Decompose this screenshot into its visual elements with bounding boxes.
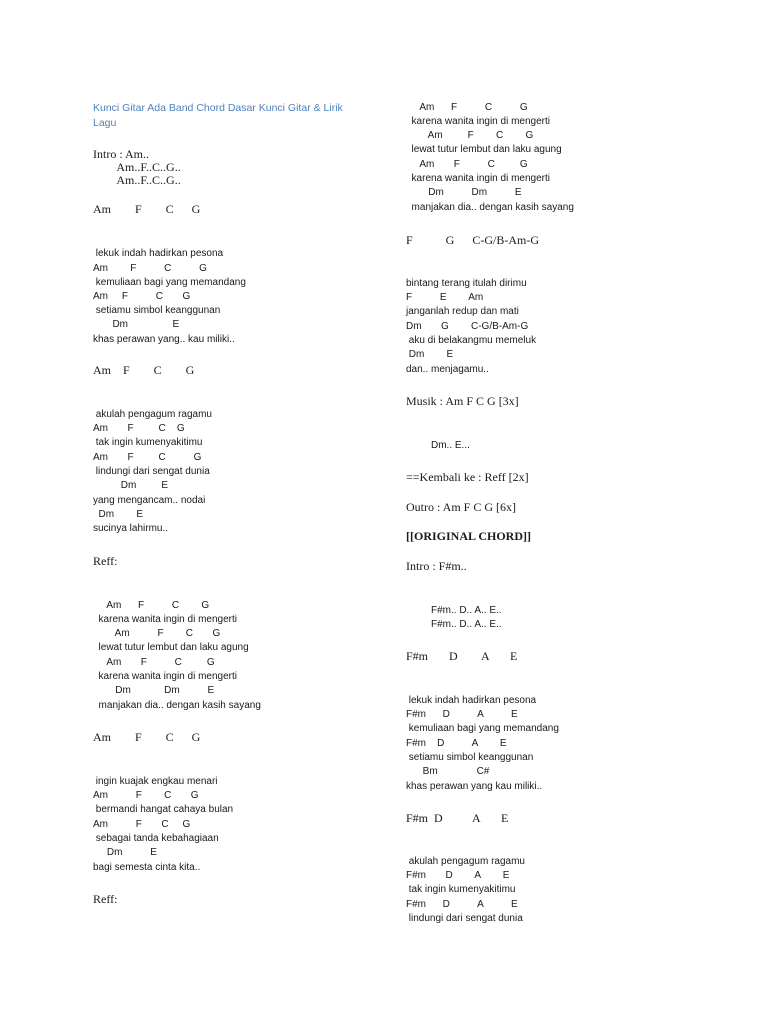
text-line: setiamu simbol keanggunan xyxy=(406,752,534,763)
text-line: Dm E xyxy=(93,480,169,491)
text-line: lindungi dari sengat dunia xyxy=(406,913,523,924)
text-line: Am F C G xyxy=(406,159,528,170)
text-line: manjakan dia.. dengan kasih sayang xyxy=(93,700,261,711)
text-line: F#m D A E xyxy=(406,870,510,881)
text-line: Dm E xyxy=(93,319,180,330)
text-line: bintang terang itulah dirimu xyxy=(406,278,527,289)
text-line: F#m D A E xyxy=(406,899,518,910)
text-line: karena wanita ingin di mengerti xyxy=(406,116,550,127)
text-line: khas perawan yang.. kau miliki.. xyxy=(93,334,235,345)
text-line: Am F C G xyxy=(93,819,191,830)
text-line: Musik : Am F C G [3x] xyxy=(406,394,519,408)
text-line: akulah pengagum ragamu xyxy=(406,856,525,867)
text-line: Am F C G xyxy=(93,452,202,463)
text-line: lindungi dari sengat dunia xyxy=(93,466,210,477)
text-line: F#m D A E xyxy=(406,738,507,749)
text-line: Reff: xyxy=(93,554,118,568)
text-line: Intro : Am.. xyxy=(93,147,149,161)
text-line: Intro : F#m.. xyxy=(406,559,467,573)
text-line: Dm Dm E xyxy=(93,685,215,696)
text-line: Bm C# xyxy=(406,766,490,777)
text-line: sucinya lahirmu.. xyxy=(93,523,169,534)
text-line: Dm Dm E xyxy=(406,187,522,198)
text-line: Dm E xyxy=(93,509,144,520)
text-line: sebagai tanda kebahagiaan xyxy=(93,833,219,844)
text-line: Dm.. E... xyxy=(406,440,470,451)
text-line: Am F C G xyxy=(93,628,221,639)
text-line: [[ORIGINAL CHORD]] xyxy=(406,529,531,543)
text-line: bagi semesta cinta kita.. xyxy=(93,862,201,873)
text-line: janganlah redup dan mati xyxy=(406,306,519,317)
text-line: lekuk indah hadirkan pesona xyxy=(93,248,224,259)
text-line: lekuk indah hadirkan pesona xyxy=(406,695,537,706)
text-line: karena wanita ingin di mengerti xyxy=(93,614,237,625)
text-line: Am F C G xyxy=(93,202,201,216)
text-line: kemuliaan bagi yang memandang xyxy=(406,723,559,734)
text-line: bermandi hangat cahaya bulan xyxy=(93,804,234,815)
text-line: Am..F..C..G.. xyxy=(93,173,181,187)
text-line: Reff: xyxy=(93,892,118,906)
text-line: setiamu simbol keanggunan xyxy=(93,305,221,316)
text-line: yang mengancam.. nodai xyxy=(93,495,206,506)
text-line: F#m D A E xyxy=(406,811,509,825)
text-line: F#m.. D.. A.. E.. xyxy=(406,619,502,630)
text-line: Am F C G xyxy=(406,130,534,141)
text-line: aku di belakangmu memeluk xyxy=(406,335,537,346)
text-line: Am F C G xyxy=(93,291,191,302)
text-line: ==Kembali ke : Reff [2x] xyxy=(406,470,529,484)
text-line: Am F C G xyxy=(406,102,528,113)
text-line: dan.. menjagamu.. xyxy=(406,364,489,375)
text-line: F#m D A E xyxy=(406,649,518,663)
text-line: manjakan dia.. dengan kasih sayang xyxy=(406,202,574,213)
text-line: Dm E xyxy=(406,349,454,360)
text-line: F#m.. D.. A.. E.. xyxy=(406,605,502,616)
text-line: ingin kuajak engkau menari xyxy=(93,776,218,787)
text-line: karena wanita ingin di mengerti xyxy=(93,671,237,682)
text-line: F G C-G/B-Am-G xyxy=(406,233,540,247)
text-line: Am F C G xyxy=(93,263,207,274)
text-line: lewat tutur lembut dan laku agung xyxy=(406,144,562,155)
text-line: Am F C G xyxy=(93,423,185,434)
text-line: kemuliaan bagi yang memandang xyxy=(93,277,246,288)
text-line: Dm G C-G/B-Am-G xyxy=(406,321,529,332)
text-line: Am..F..C..G.. xyxy=(93,160,181,174)
text-line: F E Am xyxy=(406,292,484,303)
text-line: tak ingin kumenyakitimu xyxy=(93,437,203,448)
text-line: tak ingin kumenyakitimu xyxy=(406,884,516,895)
text-line: Am F C G xyxy=(93,363,195,377)
text-line: Outro : Am F C G [6x] xyxy=(406,500,517,514)
document-title-line: Lagu xyxy=(93,117,117,129)
text-line: Am F C G xyxy=(93,657,215,668)
text-line: F#m D A E xyxy=(406,709,518,720)
text-line: akulah pengagum ragamu xyxy=(93,409,212,420)
text-line: Am F C G xyxy=(93,790,199,801)
text-line: Am F C G xyxy=(93,730,201,744)
text-line: Dm E xyxy=(93,847,157,858)
document-title-line: Kunci Gitar Ada Band Chord Dasar Kunci Gitar & Lirik xyxy=(93,102,343,114)
text-line: karena wanita ingin di mengerti xyxy=(406,173,550,184)
text-line: Am F C G xyxy=(93,600,210,611)
text-line: lewat tutur lembut dan laku agung xyxy=(93,642,249,653)
text-line: khas perawan yang kau miliki.. xyxy=(406,781,543,792)
